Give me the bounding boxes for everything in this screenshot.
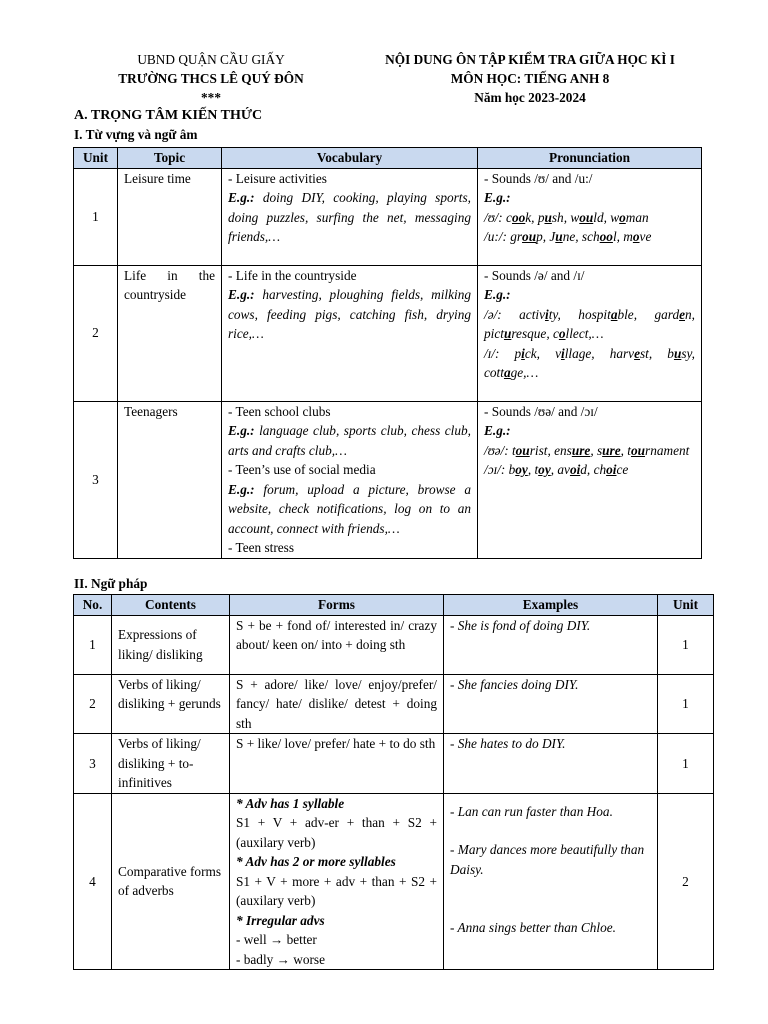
col-examples: Examples [444, 595, 658, 616]
col-unit: Unit [658, 595, 714, 616]
unit-cell: 1 [74, 168, 118, 265]
example-cell: - She hates to do DIY. [444, 734, 658, 794]
unit-cell: 2 [658, 793, 714, 970]
vocab-header-row [74, 148, 702, 169]
content-cell: Comparative forms of adverbs [112, 793, 230, 970]
unit-cell: 3 [74, 401, 118, 558]
subject-title: MÔN HỌC: TIẾNG ANH 8 [450, 71, 610, 86]
form-cell: S + like/ love/ prefer/ hate + to do sth [230, 734, 444, 794]
col-contents: Contents [112, 595, 230, 616]
grammar-header-row [74, 595, 714, 616]
no-cell: 2 [74, 674, 112, 734]
topic-cell: Teenagers [118, 401, 222, 558]
topic-cell: Leisure time [118, 168, 222, 265]
table-row [74, 674, 714, 734]
vocabulary-cell: - Life in the countryside E.g.: harvesting, ploughing fields, milking cows, feeding pigs, catching fish, drying rice,… [222, 265, 478, 401]
school-header [92, 50, 330, 107]
form-cell: * Adv has 1 syllable S1 + V + adv-er + than + S2 + (auxilary verb) * Adv has 2 or more syllables S1 + V + more + adv + than + S2 + (auxilary verb) * Irregular advs - well → better - badly → worse [230, 793, 444, 970]
content-cell: Verbs of liking/ disliking + to-infinitives [112, 734, 230, 794]
table-row [74, 615, 714, 674]
content-cell: Expressions of liking/ disliking [112, 615, 230, 674]
topic-text: countryside [124, 287, 187, 302]
example-cell: - Lan can run faster than Hoa. - Mary dances more beautifully than Daisy. - Anna sings better than Chloe. [444, 793, 658, 970]
pronunciation-cell: - Sounds /ə/ and /ɪ/ E.g.: /ə/: activity, hospitable, garden, picturesque, collect,… /ɪ/: pick, village, harvest, busy, cottage,… [478, 265, 702, 401]
col-topic: Topic [118, 148, 222, 169]
col-forms: Forms [230, 595, 444, 616]
table-row [74, 793, 714, 970]
no-cell: 4 [74, 793, 112, 970]
unit-cell: 2 [74, 265, 118, 401]
table-row [74, 401, 702, 558]
table-row [74, 734, 714, 794]
school-name: TRƯỜNG THCS LÊ QUÝ ĐÔN [118, 71, 304, 86]
section-a-heading: A. TRỌNG TÂM KIẾN THỨC [74, 108, 263, 123]
example-cell: - She fancies doing DIY. [444, 674, 658, 734]
col-vocabulary: Vocabulary [222, 148, 478, 169]
section-1-heading: I. Từ vựng và ngữ âm [74, 127, 198, 142]
pronunciation-cell: - Sounds /ʊ/ and /u:/ E.g.: /ʊ/: cook, push, would, woman /u:/: group, June, school, move [478, 168, 702, 265]
vocabulary-cell: - Teen school clubs E.g.: language club, sports club, chess club, arts and crafts club,… - Teen’s use of social media E.g.: forum, upload a picture, browse a website, check notifications, log on to an account, connect with friends,… - Teen stress [222, 401, 478, 558]
form-cell: S + adore/ like/ love/ enjoy/prefer/ fancy/ hate/ dislike/ detest + doing sth [230, 674, 444, 734]
unit-cell: 1 [658, 674, 714, 734]
vocabulary-cell: - Leisure activities E.g.: doing DIY, cooking, playing sports, doing puzzles, surfing the net, messaging friends,… [222, 168, 478, 265]
document-header [350, 50, 710, 107]
table-row [74, 168, 702, 265]
document-title: NỘI DUNG ÔN TẬP KIỂM TRA GIỮA HỌC KÌ I [385, 52, 675, 67]
topic-cell: Life in the countryside [118, 265, 222, 401]
unit-cell: 1 [658, 615, 714, 674]
form-cell: S + be + fond of/ interested in/ crazy about/ keen on/ into + doing sth [230, 615, 444, 674]
school-year: Năm học 2023-2024 [474, 90, 586, 105]
example-cell: - She is fond of doing DIY. [444, 615, 658, 674]
header-stars: *** [201, 90, 221, 105]
no-cell: 3 [74, 734, 112, 794]
table-row [74, 265, 702, 401]
grammar-table [73, 594, 714, 970]
col-pronunciation: Pronunciation [478, 148, 702, 169]
vocabulary-table [73, 147, 702, 559]
pronunciation-cell: - Sounds /ʊə/ and /ɔɪ/ E.g.: /ʊə/: tourist, ensure, sure, tournament /ɔɪ/: boy, toy, avoid, choice [478, 401, 702, 558]
col-no: No. [74, 595, 112, 616]
section-2-heading: II. Ngữ pháp [74, 576, 148, 591]
no-cell: 1 [74, 615, 112, 674]
unit-cell: 1 [658, 734, 714, 794]
district-name: UBND QUẬN CẦU GIẤY [137, 52, 285, 67]
content-cell: Verbs of liking/ disliking + gerunds [112, 674, 230, 734]
col-unit: Unit [74, 148, 118, 169]
